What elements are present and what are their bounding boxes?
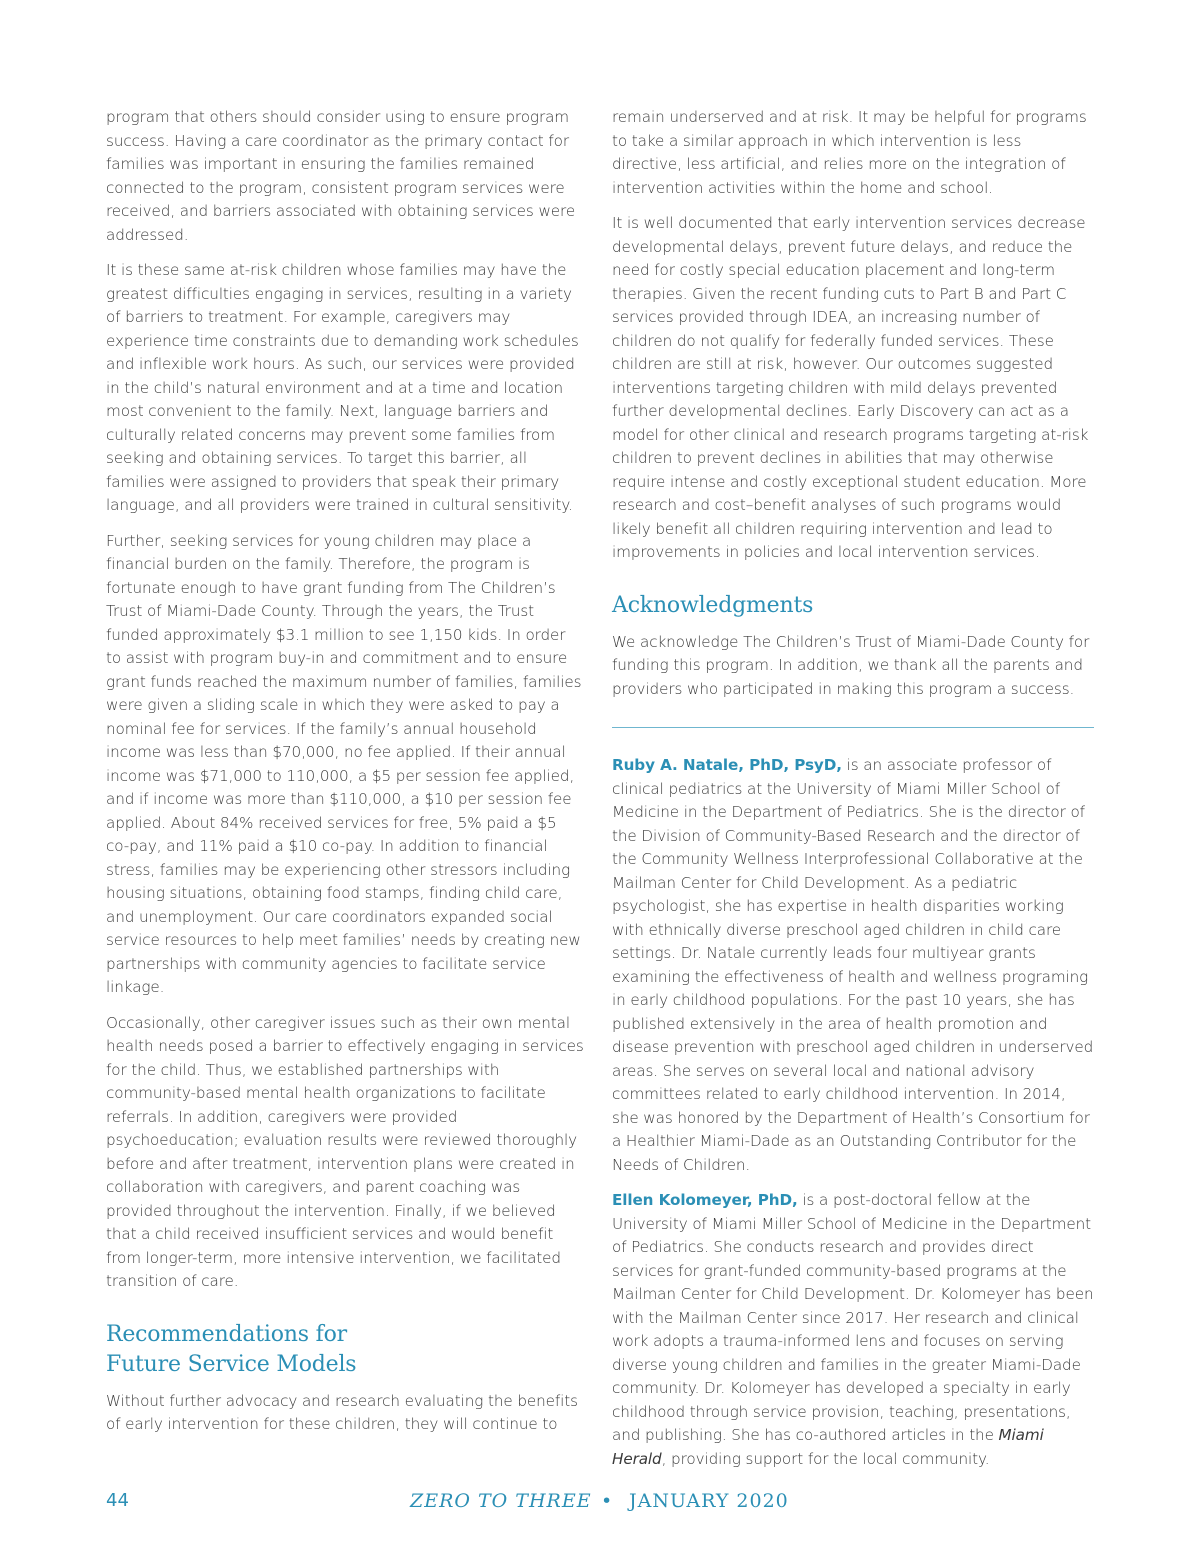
- author-name-natale: Ruby A. Natale, PhD, PsyD,: [612, 756, 842, 774]
- footer-bullet: •: [601, 1490, 614, 1512]
- recommendations-heading-line2: Future Service Models: [106, 1351, 357, 1377]
- page-number: 44: [106, 1490, 129, 1511]
- author-name-kolomeyer: Ellen Kolomeyer, PhD,: [612, 1191, 798, 1209]
- section-divider: [612, 727, 1094, 728]
- acknowledgments-heading: Acknowledgments: [612, 592, 814, 618]
- left-paragraph-3: Further, seeking services for young children may place a financial burden on the family. Therefore, the program is fortunate enough to have grant funding from The Children’s Trust of Miami-Dade County. Through the years, the Trust funded approximately $3.1 million to see 1,150 kids. In order to assist with program buy-in and commitment and to ensure grant funds reached the maximum number of families, families were given a sliding scale in which they were asked to pay a nominal fee for services. If the family’s annual household income was less than $70,000, no fee applied. If their annual income was $71,000 to 110,000, a $5 per session fee applied, and if income was more than $110,000, a $10 per session fee applied. About 84% received services for free, 5% paid a $5 co-pay, and 11% paid a $10 co-pay. In addition to financial stress, families may be experiencing other stressors including housing situations, obtaining food stamps, finding child care, and unemployment. Our care coordinators expanded social service resources to help meet families’ needs by creating new partnerships with community agencies to facilitate service linkage.: [106, 531, 582, 996]
- publication-name: ZERO TO THREE: [410, 1490, 592, 1512]
- right-column: [612, 106, 1094, 1483]
- author-bio-natale-text: is an associate professor of clinical pediatrics at the University of Miami Miller School of Medicine in the Department of Pediatrics. She is the director of the Division of Community-Based Research and the director of the Community Wellness Interprofessional Collaborative at the Mailman Center for Child Development. As a pediatric psychologist, she has expertise in health disparities working with ethnically diverse preschool aged children in child care settings. Dr. Natale currently leads four multiyear grants examining the effectiveness of health and wellness programing in early childhood populations. For the past 10 years, she has published extensively in the area of health promotion and disease prevention with preschool aged children in underserved areas. She serves on several local and national advisory committees related to early childhood intervention. In 2014, she was honored by the Department of Health’s Consortium for a Healthier Miami-Dade as an Outstanding Contributor for the Needs of Children.: [612, 756, 1094, 1174]
- issue-date: JANUARY 2020: [629, 1490, 789, 1512]
- left-paragraph-5: Without further advocacy and research evaluating the benefits of early intervention for these children, they will continue to: [106, 1391, 578, 1433]
- page-footer: [0, 1490, 1200, 1520]
- author-bio-kolomeyer-end: , providing support for the local community.: [661, 1449, 990, 1468]
- left-paragraph-1: program that others should consider using to ensure program success. Having a care coordinator as the primary contact for families was important in ensuring the families remained connected to the program, consistent program services were received, and barriers associated with obtaining services were addressed.: [106, 108, 576, 244]
- left-paragraph-2: It is these same at-risk children whose families may have the greatest difficulties engaging in services, resulting in a variety of barriers to treatment. For example, caregivers may experience time constraints due to demanding work schedules and inflexible work hours. As such, our services were provided in the child’s natural environment and at a time and location most convenient to the family. Next, language barriers and culturally related concerns may prevent some families from seeking and obtaining services. To target this barrier, all families were assigned to providers that speak their primary language, and all providers were trained in cultural sensitivity.: [106, 261, 579, 514]
- right-paragraph-2: It is well documented that early intervention services decrease developmental delays, prevent future delays, and reduce the need for costly special education placement and long-term therapies. Given the recent funding cuts to Part B and Part C services provided through IDEA, an increasing number of children do not qualify for federally funded services. These children are still at risk, however. Our outcomes suggested interventions targeting children with mild delays prevented further developmental declines. Early Discovery can act as a model for other clinical and research programs targeting at-risk children to prevent declines in abilities that may otherwise require intense and costly exceptional student education. More research and cost–benefit analyses of such programs would likely benefit all children requiring intervention and lead to improvements in policies and local intervention services.: [612, 214, 1089, 561]
- recommendations-heading-line1: Recommendations for: [106, 1321, 347, 1347]
- author-bio-kolomeyer: [612, 1189, 1094, 1471]
- acknowledgments-text: We acknowledge The Children’s Trust of Miami-Dade County for funding this program. In addition, we thank all the parents and providers who participated in making this program a success.: [612, 632, 1090, 698]
- left-paragraph-4: Occasionally, other caregiver issues such as their own mental health needs posed a barrier to effectively engaging in services for the child. Thus, we established partnerships with community-based mental health organizations to facilitate referrals. In addition, caregivers were provided psychoeducation; evaluation results were reviewed thoroughly before and after treatment, intervention plans were created in collaboration with caregivers, and parent coaching was provided throughout the intervention. Finally, if we believed that a child received insufficient services and would benefit from longer-term, more intensive intervention, we facilitated transition of care.: [106, 1013, 584, 1290]
- recommendations-heading: [106, 1320, 584, 1380]
- author-bio-natale: [612, 754, 1094, 1177]
- right-paragraph-1: remain underserved and at risk. It may be helpful for programs to take a similar approach in which intervention is less directive, less artificial, and relies more on the integration of intervention activities within the home and school.: [612, 108, 1087, 197]
- author-bio-kolomeyer-text: is a post-doctoral fellow at the University of Miami Miller School of Medicine in the Department of Pediatrics. She conducts research and provides direct services for grant-funded community-based programs at the Mailman Center for Child Development. Dr. Kolomeyer has been with the Mailman Center since 2017. Her research and clinical work adopts a trauma-informed lens and focuses on serving diverse young children and families in the greater Miami-Dade community. Dr. Kolomeyer has developed a specialty in early childhood through service provision, teaching, presentations, and publishing. She has co-authored articles in the: [612, 1191, 1094, 1444]
- left-column: [106, 106, 584, 1449]
- publication-title-miami-herald: Miami Herald: [612, 1426, 1044, 1468]
